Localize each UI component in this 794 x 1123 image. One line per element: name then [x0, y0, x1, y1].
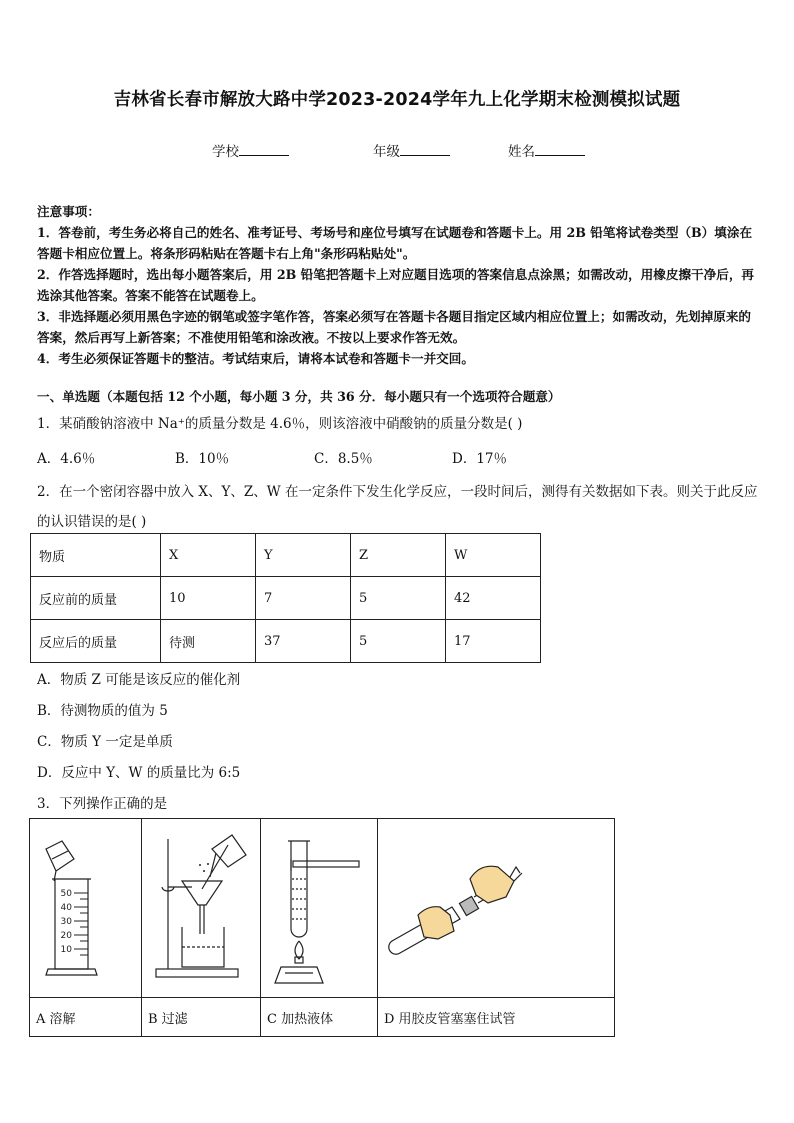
table-cell: 5: [351, 620, 446, 663]
q2-option-a[interactable]: A．物质 Z 可能是该反应的催化剂: [37, 672, 241, 688]
q3-stem: 3．下列操作正确的是: [37, 796, 168, 812]
notice-item-1: 1．答卷前，考生务必将自己的姓名、准考证号、考场号和座位号填写在试题卷和答题卡上。用 2B 铅笔将试卷类型（B）填涂在答题卡相应位置上。将条形码粘贴在答题卡右上角"条形码粘贴处"。: [37, 225, 753, 261]
cylinder-mark-40: 40: [60, 903, 72, 913]
notice-item-3: 3．非选择题必须用黑色字迹的钢笔或签字笔作答，答案必须写在答题卡各题目指定区域内相应位置上；如需改动，先划掉原来的答案，然后再写上新答案；不准使用铅笔和涂改液。不按以上要求作答无效。: [37, 309, 752, 345]
table-cell: 7: [256, 577, 351, 620]
caption-a[interactable]: A 溶解: [30, 998, 142, 1037]
q1-option-b[interactable]: B．10％: [175, 451, 230, 467]
table-row: [31, 577, 541, 620]
image-cell-d: [378, 819, 615, 998]
name-blank[interactable]: [535, 141, 585, 156]
table-cell: W: [446, 534, 541, 577]
heating-liquid-illustration: [261, 819, 377, 997]
q1-option-a[interactable]: A．4.6％: [37, 451, 96, 467]
table-cell: 反应后的质量: [31, 620, 161, 663]
notice-item-2: 2．作答选择题时，选出每小题答案后，用 2B 铅笔把答题卡上对应题目选项的答案信息点涂黑；如需改动，用橡皮擦干净后，再选涂其他答案。答案不能答在试题卷上。: [37, 267, 755, 303]
school-blank[interactable]: [239, 141, 289, 156]
table-cell: 待测: [161, 620, 256, 663]
image-cell-c: [261, 819, 378, 998]
table-cell: 10: [161, 577, 256, 620]
table-cell: 42: [446, 577, 541, 620]
q1-option-d[interactable]: D．17％: [452, 451, 508, 467]
name-field[interactable]: [508, 140, 585, 160]
cylinder-mark-30: 30: [60, 917, 72, 927]
table-cell: 5: [351, 577, 446, 620]
table-cell: 37: [256, 620, 351, 663]
table-row: [31, 534, 541, 577]
table-cell: Z: [351, 534, 446, 577]
caption-c[interactable]: C 加热液体: [261, 998, 378, 1037]
caption-d[interactable]: D 用胶皮管塞塞住试管: [378, 998, 615, 1037]
q2-option-d[interactable]: D．反应中 Y、W 的质量比为 6:5: [37, 765, 241, 781]
cylinder-mark-20: 20: [60, 931, 72, 941]
table-cell: 物质: [31, 534, 161, 577]
name-label: 姓名: [508, 144, 535, 160]
image-cell-b: [142, 819, 261, 998]
school-field[interactable]: [212, 140, 289, 160]
q1-stem: 1．某硝酸钠溶液中 Na⁺的质量分数是 4.6％，则该溶液中硝酸钠的质量分数是( ): [37, 416, 523, 432]
notice-heading: 注意事项：: [37, 204, 100, 219]
q2-option-b[interactable]: B．待测物质的值为 5: [37, 703, 168, 719]
graduated-cylinder-illustration: [30, 819, 141, 997]
stopper-tube-illustration: [378, 819, 614, 997]
q2-data-table: [30, 533, 541, 663]
page-title: 吉林省长春市解放大路中学2023-2024学年九上化学期末检测模拟试题: [113, 90, 681, 110]
grade-blank[interactable]: [400, 141, 450, 156]
grade-label: 年级: [373, 144, 400, 160]
q1-option-c[interactable]: C．8.5％: [314, 451, 373, 467]
table-cell: 17: [446, 620, 541, 663]
section-heading: 一、单选题（本题包括 12 个小题，每小题 3 分，共 36 分．每小题只有一个选项符合题意）: [37, 389, 561, 404]
q2-option-c[interactable]: C．物质 Y 一定是单质: [37, 734, 173, 750]
filtration-illustration: [142, 819, 260, 997]
q3-image-table: [29, 818, 615, 1037]
table-row: [31, 620, 541, 663]
cylinder-mark-10: 10: [60, 945, 72, 955]
notice-item-4: 4．考生必须保证答题卡的整洁。考试结束后，请将本试卷和答题卡一并交回。: [37, 351, 474, 366]
table-cell: 反应前的质量: [31, 577, 161, 620]
image-cell-a: [30, 819, 142, 998]
school-label: 学校: [212, 144, 239, 160]
caption-b[interactable]: B 过滤: [142, 998, 261, 1037]
q2-stem: 2．在一个密闭容器中放入 X、Y、Z、W 在一定条件下发生化学反应，一段时间后，测得有关数据如下表。则关于此反应的认识错误的是( ): [37, 484, 758, 530]
table-cell: Y: [256, 534, 351, 577]
table-cell: X: [161, 534, 256, 577]
cylinder-mark-50: 50: [60, 889, 72, 899]
notice-section: [37, 201, 759, 369]
grade-field[interactable]: [373, 140, 450, 160]
